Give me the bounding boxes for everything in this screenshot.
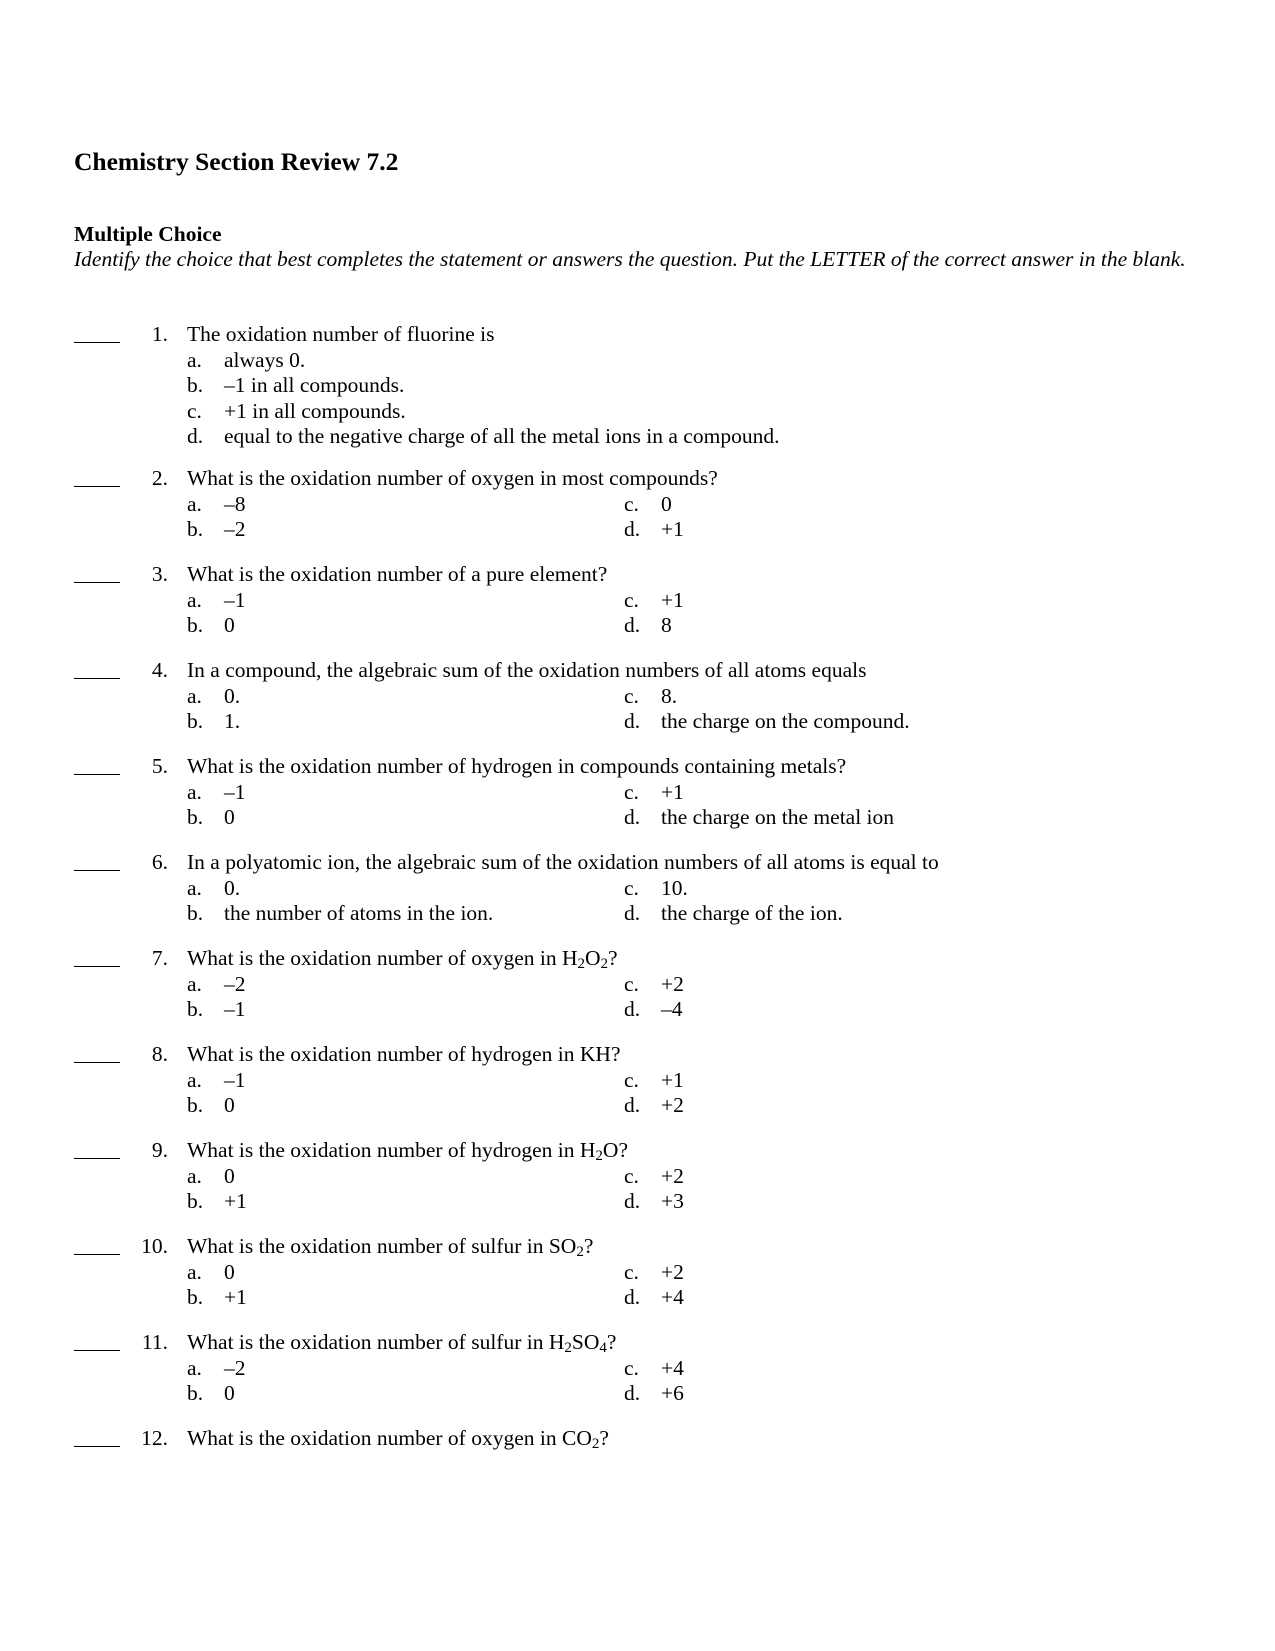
choice-text: +1 [661,1067,684,1092]
stem-text: What is the oxidation number of sulfur in SO [187,1234,577,1258]
subscript: 4 [599,1340,607,1356]
choice-text: 0 [224,1163,235,1188]
choice-letter: a. [187,587,202,612]
choice-letter: c. [624,1163,639,1188]
choice-letter: c. [624,1067,639,1092]
question-number: 6. [151,850,168,874]
section-heading: Multiple Choice [74,222,222,246]
choice-letter: c. [624,1259,639,1284]
choice-text: –1 [224,1067,246,1092]
choice-letter: b. [187,1381,204,1405]
choice-letter: b. [187,1189,204,1213]
choice-text: 8 [661,613,672,637]
question-number: 9. [151,1138,168,1162]
choice-letter: a. [187,491,202,516]
choice-letter: d. [624,1189,641,1213]
choice-text: 0. [224,875,241,900]
stem-text: O? [602,1138,628,1162]
choice-text: 10. [661,875,688,900]
choice-letter: d. [624,1285,641,1309]
choice-letter: d. [187,424,204,448]
choice-text: +1 [661,779,684,804]
stem-text: ? [599,1426,609,1450]
choice-text: +2 [661,1093,684,1117]
choice-text: –2 [224,971,246,996]
choice-letter: a. [187,971,202,996]
choice-letter: a. [187,875,202,900]
choice-text: 1. [224,709,241,733]
choice-text: –1 [224,779,246,804]
stem-text: ? [608,946,618,970]
question-stem: In a compound, the algebraic sum of the oxidation numbers of all atoms equals [187,658,867,682]
answer-blank[interactable] [74,678,120,679]
choice-letter: c. [187,398,202,423]
choice-letter: a. [187,683,202,708]
subscript: 2 [564,1340,572,1356]
choice-text: the charge on the compound. [661,709,910,733]
choice-text: +1 [224,1189,247,1213]
answer-blank[interactable] [74,1350,120,1351]
stem-text: ? [606,1330,617,1354]
answer-blank[interactable] [74,870,120,871]
choice-letter: b. [187,517,204,541]
question-stem: The oxidation number of fluorine is [187,322,495,346]
question-stem: What is the oxidation number of oxygen in most compounds? [187,466,718,490]
choice-text: 0 [224,613,235,637]
stem-text: SO [571,1330,600,1354]
choice-text: 0 [661,491,672,516]
choice-text: the charge on the metal ion [661,805,895,829]
choice-letter: d. [624,1381,641,1405]
choice-letter: b. [187,613,204,637]
question-stem [187,1234,593,1260]
question-stem: What is the oxidation number of hydrogen in KH? [187,1042,621,1066]
choice-text: 0. [224,683,241,708]
choice-text: –1 [224,997,246,1021]
choice-text: always 0. [224,347,306,372]
choice-letter: b. [187,709,204,733]
stem-text: What is the oxidation number of oxygen in H [187,946,578,970]
choice-letter: a. [187,347,202,372]
choice-letter: d. [624,709,641,733]
choice-text: –2 [224,517,246,541]
stem-text: What is the oxidation number of oxygen in CO [187,1426,592,1450]
instructions: Identify the choice that best completes the statement or answers the question. Put the LETTER of the correct answer in the blank. [74,247,1186,271]
question-number: 1. [151,322,168,346]
choice-text: 0 [224,1093,235,1117]
subscript: 2 [600,956,609,972]
question-number: 4. [151,658,168,682]
question-number: 10. [141,1234,168,1258]
choice-letter: c. [624,491,639,516]
choice-letter: c. [624,875,639,900]
choice-text: –2 [224,1355,246,1380]
choice-text: –1 in all compounds. [224,373,405,397]
question-number: 3. [151,562,168,586]
question-stem [187,1330,616,1356]
choice-letter: a. [187,1067,202,1092]
answer-blank[interactable] [74,342,120,343]
page-title: Chemistry Section Review 7.2 [74,147,399,176]
answer-blank[interactable] [74,486,120,487]
choice-letter: b. [187,805,204,829]
question-number: 12. [141,1426,168,1450]
stem-text: O [585,946,601,970]
choice-letter: c. [624,779,639,804]
question-stem: What is the oxidation number of a pure element? [187,562,608,586]
choice-text: –1 [224,587,246,612]
subscript: 2 [595,1148,603,1164]
question-stem [187,1138,628,1164]
choice-letter: b. [187,1093,204,1117]
choice-letter: a. [187,779,202,804]
choice-letter: a. [187,1163,202,1188]
choice-text: the number of atoms in the ion. [224,901,494,925]
choice-letter: d. [624,517,641,541]
choice-letter: c. [624,971,639,996]
question-stem: In a polyatomic ion, the algebraic sum of the oxidation numbers of all atoms is equal to [187,850,939,874]
choice-letter: b. [187,373,204,397]
choice-letter: d. [624,1093,641,1117]
answer-blank[interactable] [74,1446,120,1447]
subscript: 2 [591,1436,600,1452]
choice-text: 0 [224,1259,235,1284]
question-number: 2. [151,466,168,490]
choice-letter: c. [624,587,639,612]
answer-blank[interactable] [74,1254,120,1255]
choice-text: +2 [661,1163,684,1188]
choice-text: the charge of the ion. [661,901,843,925]
choice-letter: b. [187,997,204,1021]
question-number: 8. [151,1042,168,1066]
choice-letter: d. [624,997,641,1021]
stem-text: What is the oxidation number of hydrogen in H [187,1138,596,1162]
question-number: 11. [141,1330,168,1354]
choice-letter: a. [187,1259,202,1284]
answer-blank[interactable] [74,1062,120,1063]
choice-text: –4 [661,997,683,1021]
choice-letter: c. [624,683,639,708]
question-stem [187,946,618,972]
choice-text: –8 [224,491,246,516]
subscript: 2 [576,1244,584,1260]
question-number: 7. [151,946,168,970]
choice-text: 0 [224,1381,235,1405]
choice-text: +4 [661,1285,684,1309]
answer-blank[interactable] [74,966,120,967]
choice-text: +4 [661,1355,684,1380]
choice-letter: b. [187,1285,204,1309]
stem-text: What is the oxidation number of sulfur in H [187,1330,565,1354]
choice-text: +3 [661,1189,684,1213]
choice-letter: d. [624,613,641,637]
choice-text: 0 [224,805,235,829]
choice-text: +6 [661,1381,684,1405]
question-stem [187,1426,609,1452]
answer-blank[interactable] [74,774,120,775]
choice-text: 8. [661,683,678,708]
question-stem: What is the oxidation number of hydrogen in compounds containing metals? [187,754,847,778]
choice-text: +2 [661,971,684,996]
choice-text: +2 [661,1259,684,1284]
choice-text: +1 [224,1285,247,1309]
question-number: 5. [151,754,168,778]
choice-letter: c. [624,1355,639,1380]
choice-letter: b. [187,901,204,925]
choice-text: equal to the negative charge of all the metal ions in a compound. [224,424,780,448]
answer-blank[interactable] [74,1158,120,1159]
choice-letter: a. [187,1355,202,1380]
choice-text: +1 in all compounds. [224,398,406,423]
choice-text: +1 [661,517,684,541]
choice-letter: d. [624,805,641,829]
stem-text: ? [583,1234,594,1258]
answer-blank[interactable] [74,582,120,583]
choice-letter: d. [624,901,641,925]
subscript: 2 [577,956,586,972]
choice-text: +1 [661,587,684,612]
